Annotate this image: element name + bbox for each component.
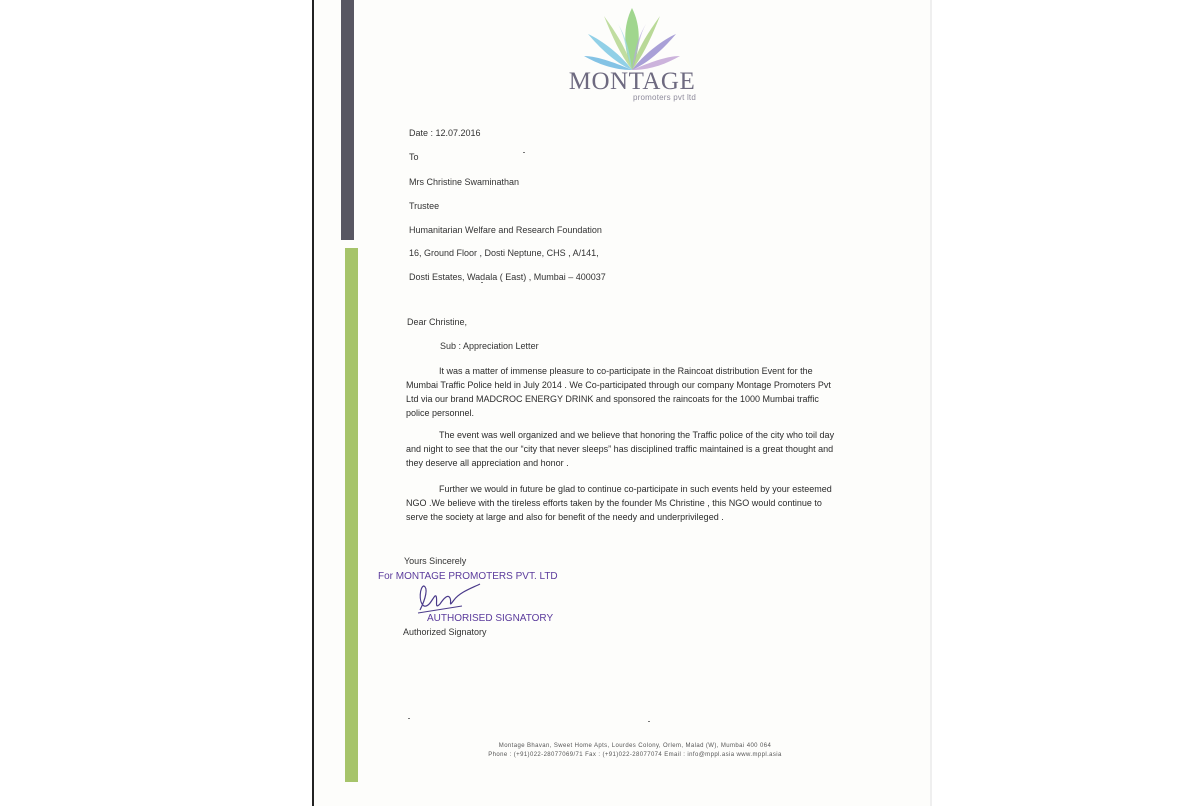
body-paragraph-1 [406,364,838,420]
letterhead-stripe-green [345,248,358,782]
letterhead-stripe-gray [341,0,354,240]
letter-date: Date : 12.07.2016 [409,128,481,138]
lotus-icon [582,4,682,72]
scan-speck [408,718,410,719]
page-edge-left [312,0,314,806]
scan-speck [648,721,650,722]
footer-address: Montage Bhavan, Sweet Home Apts, Lourdes Colony, Orlem, Malad (W), Mumbai 400 064 [498,743,772,749]
scan-speck [481,282,483,283]
recipient-title: Trustee [409,201,440,211]
subject-line: Sub : Appreciation Letter [440,341,539,351]
letter-to: To [409,152,419,162]
paragraph-text: It was a matter of immense pleasure to co-participate in the Raincoat distribution Event for the Mumbai Traffic Police held in July 2014 . We Co-participated through our company Montage Promoters Pvt Ltd via our brand MADCROC ENERGY DRINK and sponsored the raincoats for the 1000 Mumbai traffic police personnel. [406,366,831,418]
brand-name: MONTAGE [568,68,696,95]
scan-speck [523,152,525,153]
authorised-signatory-stamp: AUTHORISED SIGNATORY [427,613,554,624]
page-edge-right [930,0,932,806]
body-paragraph-2 [406,428,838,470]
brand-subtitle: promoters pvt ltd [633,93,696,102]
address-line-2: Dosti Estates, Wadala ( East) , Mumbai – 400037 [409,272,606,282]
recipient-org: Humanitarian Welfare and Research Foundation [409,225,602,235]
signatory-label: Authorized Signatory [403,627,487,637]
footer-contact: Phone : (+91)022-28077069/71 Fax : (+91)022-28077074 Email : info@mppl.asia www.mppl.asia [488,752,782,758]
salutation: Dear Christine, [407,317,468,327]
paragraph-text: Further we would in future be glad to continue co-participate in such events held by your esteemed NGO .We believe with the tireless efforts taken by the founder Ms Christine , this NGO would continue to serve the society at large and also for benefit of the needy and underprivileged . [406,484,832,522]
paragraph-text: The event was well organized and we believe that honoring the Traffic police of the city who toil day and night to see that the our “city that never sleeps” has disciplined traffic maintained is a great thought and they deserve all appreciation and honor . [406,430,835,468]
signature-icon [414,580,484,616]
closing: Yours Sincerely [404,556,467,566]
address-line-1: 16, Ground Floor , Dosti Neptune, CHS , A/141, [409,248,599,258]
company-stamp: For MONTAGE PROMOTERS PVT. LTD [378,571,558,582]
body-paragraph-3 [406,482,838,524]
recipient-name: Mrs Christine Swaminathan [409,177,520,187]
montage-logo [568,4,696,100]
